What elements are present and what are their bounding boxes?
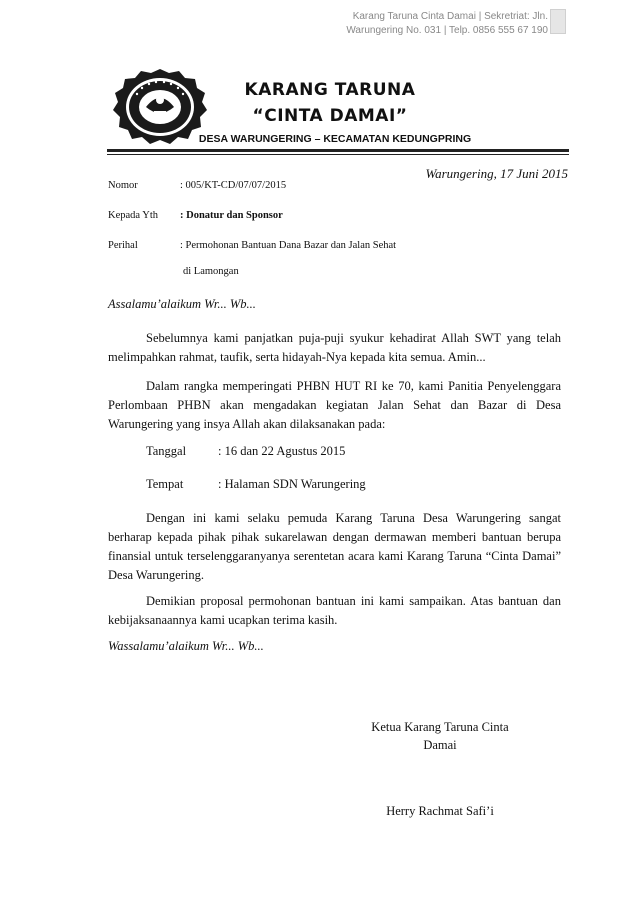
place-date: Warungering, 17 Juni 2015	[425, 166, 568, 181]
kepada-value: : Donatur dan Sponsor	[180, 210, 283, 221]
header-contact	[288, 10, 548, 38]
signature-title-line1: Ketua Karang Taruna Cinta	[371, 720, 509, 734]
signature-name: Herry Rachmat Safi’i	[386, 804, 494, 818]
paragraph-closing: Demikian proposal permohonan bantuan ini kami sampaikan. Atas bantuan dan kebijaksanaannya kami ucapkan terima kasih.	[108, 594, 561, 627]
signature-title-line2: Damai	[423, 738, 457, 752]
nomor-label: Nomor	[108, 180, 138, 191]
kepada-label: Kepada Yth	[108, 210, 159, 221]
paragraph-request: Dengan ini kami selaku pemuda Karang Taruna Desa Warungering sangat berharap kepada pihak pihak sukarelawan dengan dermawan memberi bantuan berupa finansial untuk terselenggaranyanya serentetan acara kami Karang Taruna “Cinta Damai” Desa Warungering.	[108, 511, 561, 582]
location: di Lamongan	[183, 266, 239, 277]
tempat-label: Tempat	[146, 477, 184, 491]
paragraph-opening: Sebelumnya kami panjatkan puja-puji syukur kehadirat Allah SWT yang telah melimpahkan rahmat, taufik, serta hidayah-Nya kepada kita semua. Amin...	[108, 331, 561, 364]
header-decoration-box	[550, 9, 566, 34]
letterhead-rule-thick	[107, 149, 569, 152]
header-contact-line1: Karang Taruna Cinta Damai | Sekretriat: Jln.	[352, 11, 548, 22]
tanggal-label: Tanggal	[146, 444, 187, 458]
tanggal-value: : 16 dan 22 Agustus 2015	[218, 444, 346, 458]
tempat-value: : Halaman SDN Warungering	[218, 477, 366, 491]
organization-subname: “CINTA DAMAI”	[252, 106, 408, 126]
paragraph-event: Dalam rangka memperingati PHBN HUT RI ke 70, kami Panitia Penyelenggara Perlombaan PHBN akan mengadakan kegiatan Jalan Sehat dan Bazar di Desa Warungering yang insya Allah akan dilaksanakan pada:	[108, 379, 561, 431]
letterhead-rule-thin	[107, 154, 569, 155]
perihal-value: : Permohonan Bantuan Dana Bazar dan Jalan Sehat	[180, 240, 397, 251]
greeting: Assalamu’alaikum Wr... Wb...	[108, 297, 256, 311]
organization-address: DESA WARUNGERING – KECAMATAN KEDUNGPRING	[198, 133, 472, 145]
organization-name: KARANG TARUNA	[244, 80, 416, 100]
closing-salutation: Wassalamu’alaikum Wr... Wb...	[108, 639, 264, 653]
nomor-value: : 005/KT-CD/07/07/2015	[180, 180, 287, 191]
signature-title	[360, 718, 520, 754]
header-contact-line2: Warungering No. 031 | Telp. 0856 555 67 190	[346, 25, 548, 36]
perihal-label: Perihal	[108, 240, 138, 251]
